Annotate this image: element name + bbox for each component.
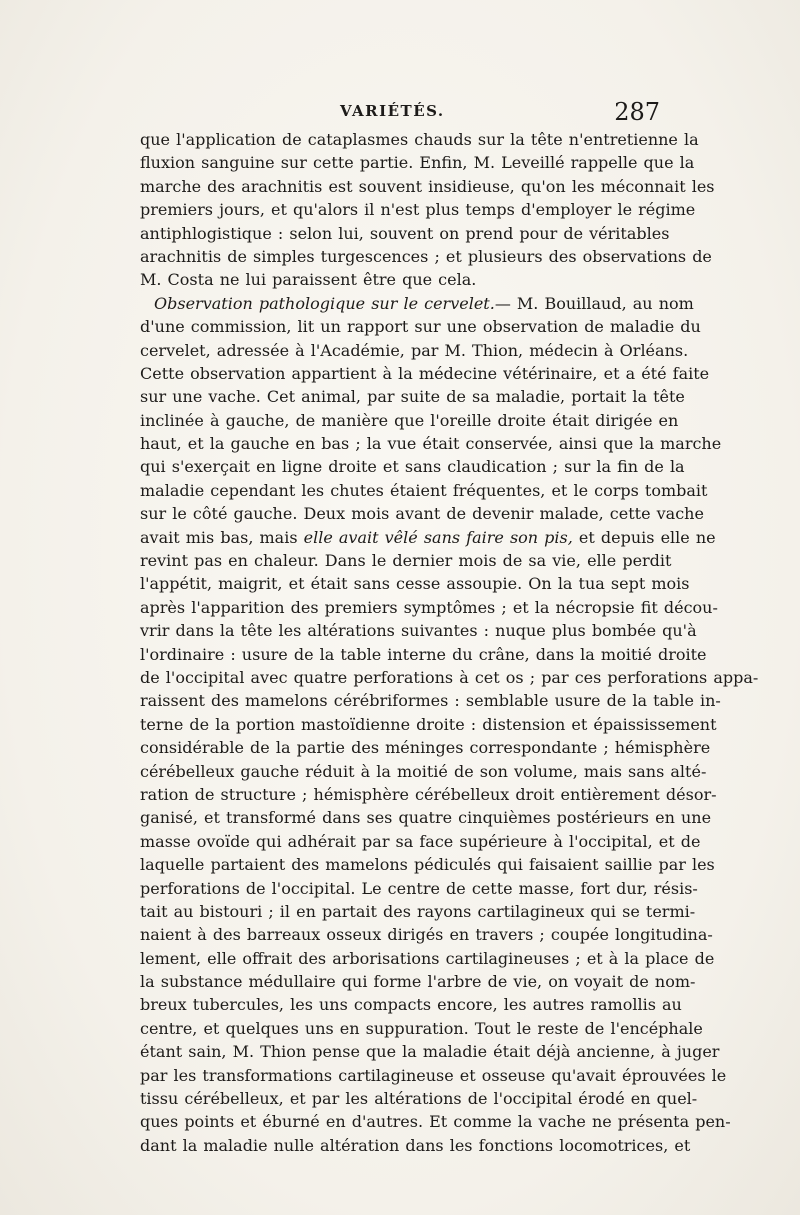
text-line (140, 151, 695, 174)
text-line (140, 268, 662, 291)
text-line (140, 175, 715, 198)
text-line (140, 409, 679, 432)
text-line (140, 993, 682, 1016)
text-line (140, 713, 717, 736)
text-segment: fluxion sanguine sur cette partie. Enfin, M. Leveillé rappelle que la (140, 153, 695, 173)
text-segment: maladie cependant les chutes étaient fréquentes, et le corps tombait (140, 480, 708, 500)
text-line (140, 783, 717, 806)
text-line (140, 479, 708, 502)
text-segment: l'ordinaire : usure de la table interne du crâne, dans la moitié droite (140, 644, 707, 664)
text-line (140, 128, 699, 151)
text-segment: raissent des mamelons cérébriformes : semblable usure de la table in- (140, 691, 721, 711)
text-line (140, 245, 712, 268)
text-segment: tissu cérébelleux, et par les altérations de l'occipital érodé en quel- (140, 1089, 698, 1109)
text-line (140, 877, 698, 900)
text-segment: la substance médullaire qui forme l'arbre de vie, on voyait de nom- (140, 972, 696, 992)
text-segment: ganisé, et transformé dans ses quatre cinquièmes postérieurs en une (140, 808, 712, 828)
text-segment: par les transformations cartilagineuse et osseuse qu'avait éprouvées le (140, 1065, 727, 1085)
text-line (140, 362, 710, 385)
text-line (140, 526, 716, 549)
text-line (140, 1087, 698, 1110)
text-segment: considérable de la partie des méninges correspondante ; hémisphère (140, 738, 711, 758)
text-line (140, 432, 722, 455)
text-line (140, 1134, 691, 1157)
text-line (140, 619, 697, 642)
text-line (140, 1040, 720, 1063)
text-line (140, 549, 672, 572)
text-segment: lement, elle offrait des arborisations cartilagineuses ; et à la place de (140, 948, 715, 968)
text-segment: sur le côté gauche. Deux mois avant de devenir malade, cette vache (140, 504, 704, 524)
text-line (140, 689, 721, 712)
text-line (140, 1110, 731, 1133)
italic-segment: elle avait vêlé sans faire son pis, (303, 527, 573, 547)
text-line (140, 923, 713, 946)
text-segment: Cette observation appartient à la médecine vétérinaire, et a été faite (140, 363, 710, 383)
text-line (140, 736, 711, 759)
page-number: 287 (614, 98, 660, 126)
text-segment: cérébelleux gauche réduit à la moitié de son volume, mais sans alté- (140, 761, 707, 781)
text-segment: terne de la portion mastoïdienne droite : distension et épaississement (140, 714, 717, 734)
italic-segment: Observation pathologique sur le cervelet. (154, 293, 495, 313)
text-line (140, 315, 701, 338)
text-line (140, 806, 712, 829)
text-segment: que l'application de cataplasmes chauds sur la tête n'entretienne la (140, 130, 699, 149)
text-line (140, 900, 696, 923)
text-line (140, 455, 685, 478)
text-segment: breux tubercules, les uns compacts encore, les autres ramollis au (140, 995, 682, 1015)
text-line (140, 572, 690, 595)
text-segment: masse ovoïde qui adhérait par sa face supérieure à l'occipital, et de (140, 831, 701, 851)
text-segment: d'une commission, lit un rapport sur une observation de maladie du (140, 317, 701, 337)
text-line (140, 760, 707, 783)
text-line (140, 666, 759, 689)
text-segment: — M. Bouillaud, au nom (494, 293, 694, 313)
text-segment: laquelle partaient des mamelons pédiculés qui faisaient saillie par les (140, 855, 715, 875)
text-segment: vrir dans la tête les altérations suivantes : nuque plus bombée qu'à (140, 621, 697, 641)
text-segment: inclinée à gauche, de manière que l'oreille droite était dirigée en (140, 410, 679, 430)
text-segment: après l'apparition des premiers symptômes ; et la nécropsie fit décou- (140, 597, 718, 617)
text-segment: avait mis bas, mais (140, 527, 304, 547)
text-segment: ques points et éburné en d'autres. Et comme la vache ne présenta pen- (140, 1112, 731, 1132)
text-segment: naient à des barreaux osseux dirigés en travers ; coupée longitudina- (140, 925, 713, 945)
text-segment: revint pas en chaleur. Dans le dernier mois de sa vie, elle perdit (140, 551, 672, 571)
text-line (140, 1064, 727, 1087)
text-segment: cervelet, adressée à l'Académie, par M. Thion, médecin à Orléans. (140, 340, 689, 360)
text-line (140, 970, 696, 993)
text-line (140, 1017, 703, 1040)
text-segment: l'appétit, maigrit, et était sans cesse assoupie. On la tua sept mois (140, 574, 690, 594)
body-text (140, 128, 759, 1157)
text-segment: arachnitis de simples turgescences ; et plusieurs des observations de (140, 246, 712, 266)
text-line (140, 385, 685, 408)
text-segment: haut, et la gauche en bas ; la vue était conservée, ainsi que la marche (140, 434, 722, 454)
text-line (140, 222, 670, 245)
text-segment: perforations de l'occipital. Le centre de cette masse, fort dur, résis- (140, 878, 698, 898)
text-segment: étant sain, M. Thion pense que la maladie était déjà ancienne, à juger (140, 1042, 720, 1062)
running-title: VARIÉTÉS. (340, 102, 445, 120)
page-header (140, 98, 662, 126)
text-segment: M. Costa ne lui paraissent être que cela. (140, 270, 477, 290)
text-line (140, 292, 694, 315)
text-line (140, 339, 689, 362)
text-segment: tait au bistouri ; il en partait des rayons cartilagineux qui se termi- (140, 901, 696, 921)
text-segment: sur une vache. Cet animal, par suite de sa maladie, portait la tête (140, 387, 685, 407)
text-line (140, 853, 715, 876)
text-line (140, 502, 704, 525)
text-line (140, 643, 707, 666)
text-segment: et depuis elle ne (572, 527, 716, 547)
text-segment: qui s'exerçait en ligne droite et sans claudication ; sur la fin de la (140, 457, 685, 477)
text-segment: antiphlogistique : selon lui, souvent on prend pour de véritables (140, 223, 670, 243)
text-line (140, 596, 718, 619)
text-line (140, 947, 715, 970)
text-segment: centre, et quelques uns en suppuration. Tout le reste de l'encéphale (140, 1018, 703, 1038)
text-segment: premiers jours, et qu'alors il n'est plus temps d'employer le régime (140, 200, 696, 220)
text-segment: marche des arachnitis est souvent insidieuse, qu'on les méconnait les (140, 176, 715, 196)
text-line (140, 198, 696, 221)
text-line (140, 830, 701, 853)
text-segment: dant la maladie nulle altération dans les fonctions locomotrices, et (140, 1135, 691, 1155)
text-segment: de l'occipital avec quatre perforations à cet os ; par ces perforations appa- (140, 667, 759, 687)
text-segment: ration de structure ; hémisphère cérébelleux droit entièrement désor- (140, 784, 717, 804)
